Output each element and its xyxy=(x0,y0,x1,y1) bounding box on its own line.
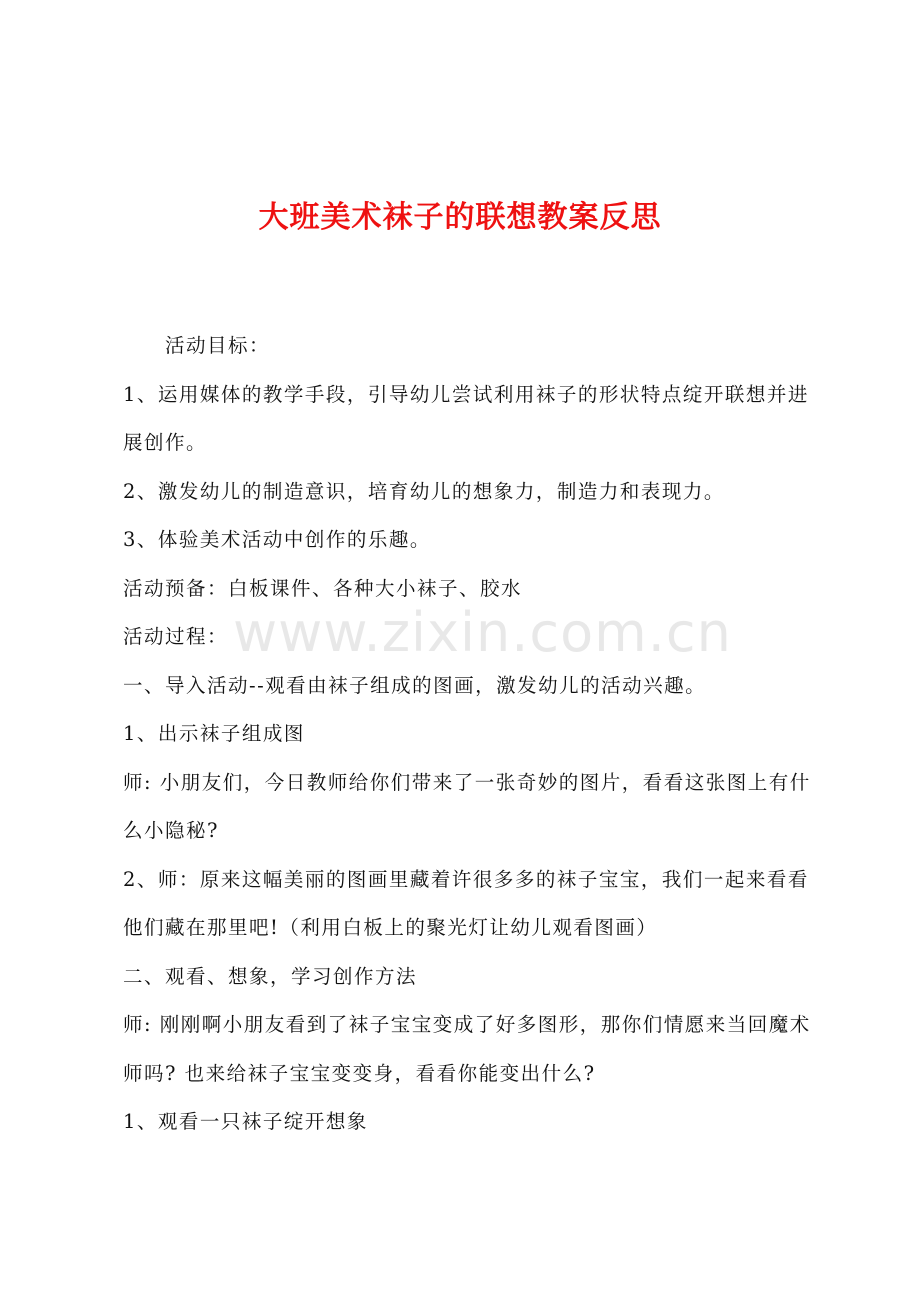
document-body xyxy=(123,322,813,1147)
paragraph-teacher-speech-1: 师: 小朋友们，今日教师给你们带来了一张奇妙的图片，看看这张图上有什么小隐秘? xyxy=(123,770,811,842)
paragraph-goal-3: 3、体验美术活动中创作的乐趣。 xyxy=(123,528,431,551)
paragraph-goal-2: 2、激发幼儿的制造意识，培育幼儿的想象力，制造力和表现力。 xyxy=(123,479,725,503)
paragraph-step-1-2: 2、师：原来这幅美丽的图画里藏着许很多多的袜子宝宝，我们一起来看看他们藏在那里吧!（利用白板上的聚光灯让幼儿观看图画） xyxy=(123,867,809,939)
paragraph-section-1-heading: 一、导入活动--观看由袜子组成的图画，激发幼儿的活动兴趣。 xyxy=(123,673,707,697)
paragraph-teacher-speech-2: 师: 刚刚啊小朋友看到了袜子宝宝变成了好多图形，那你们情愿来当回魔术师吗? 也来给袜子宝宝变变身，看看你能变出什么? xyxy=(123,1013,811,1085)
watermark-text: www.zixin.com.cn xyxy=(233,601,732,664)
paragraph-activity-goals-heading: 活动目标： xyxy=(165,334,271,357)
document-title: 大班美术袜子的联想教案反思 xyxy=(258,200,662,235)
paragraph-activity-process-heading: 活动过程： xyxy=(123,625,229,648)
paragraph-step-1-1: 1、出示袜子组成图 xyxy=(123,722,305,745)
paragraph-activity-preparation: 活动预备：白板课件、各种大小袜子、胶水 xyxy=(123,576,523,600)
paragraph-goal-1: 1、运用媒体的教学手段，引导幼儿尝试利用袜子的形状特点绽开联想并进展创作。 xyxy=(123,382,809,454)
paragraph-section-2-heading: 二、观看、想象，学习创作方法 xyxy=(123,964,418,988)
paragraph-step-2-1: 1、观看一只袜子绽开想象 xyxy=(123,1110,368,1133)
